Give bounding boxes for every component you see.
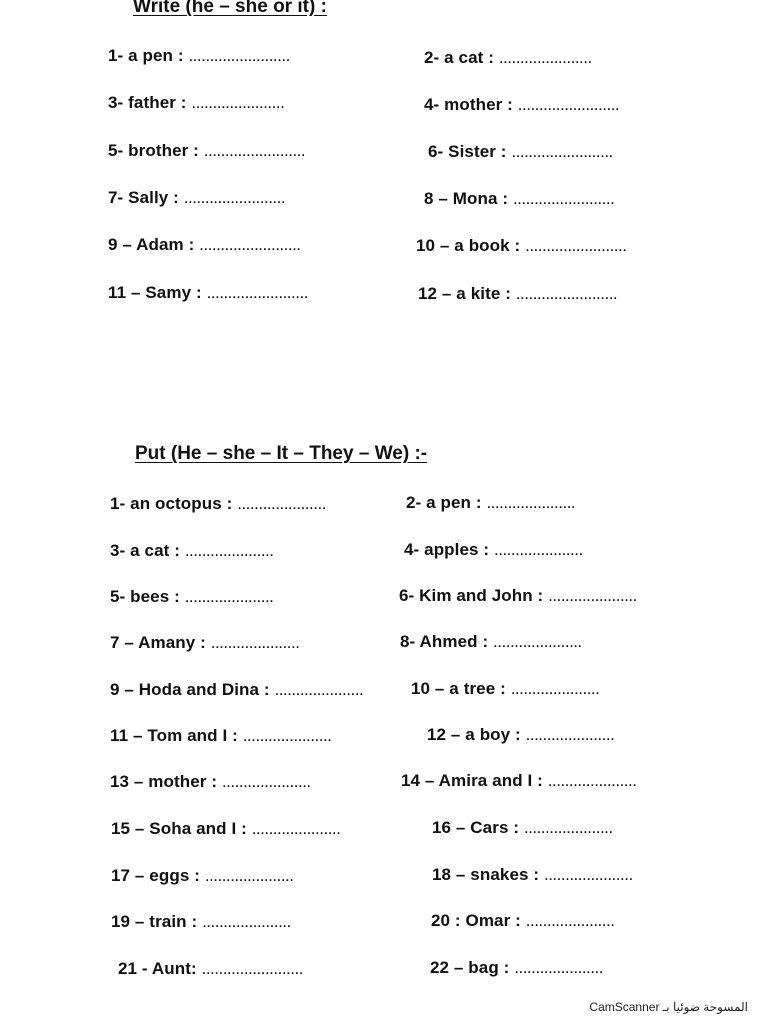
answer-blank[interactable]: ..................... [237, 494, 326, 513]
answer-blank[interactable]: ..................... [486, 493, 576, 512]
question-item: 14 – Amira and I : ..................... [401, 771, 637, 790]
question-item: 20 : Omar : ..................... [431, 911, 615, 930]
question-item: 6- Sister : ........................ [428, 142, 613, 161]
question-item: 11 – Tom and I : ..................... [110, 726, 332, 745]
question-item: 8- Ahmed : ..................... [400, 632, 582, 651]
question-item: 17 – eggs : ..................... [111, 866, 294, 885]
answer-blank[interactable]: ........................ [183, 188, 286, 207]
question-item: 6- Kim and John : ..................... [399, 586, 637, 605]
question-item: 9 – Adam : ........................ [108, 235, 301, 254]
answer-blank[interactable]: ........................ [517, 95, 620, 114]
question-item: 19 – train : ..................... [111, 912, 291, 931]
question-item: 21 - Aunt: ........................ [118, 959, 303, 978]
question-item: 7 – Amany : ..................... [110, 633, 300, 652]
section1-title: Write (he – she or it) : [133, 0, 327, 17]
answer-blank[interactable]: ..................... [548, 586, 637, 605]
question-item: 10 – a book : ........................ [416, 236, 627, 255]
answer-blank[interactable]: ........................ [203, 141, 306, 160]
answer-blank[interactable]: ..................... [523, 818, 613, 837]
answer-blank[interactable]: ...................... [191, 93, 285, 112]
question-item: 7- Sally : ........................ [108, 188, 286, 207]
question-item: 11 – Samy : ........................ [108, 283, 308, 302]
answer-blank[interactable]: ........................ [512, 189, 615, 208]
answer-blank[interactable]: ..................... [204, 866, 294, 885]
answer-blank[interactable]: ..................... [184, 587, 274, 606]
answer-blank[interactable]: ..................... [547, 771, 637, 790]
question-item: 2- a pen : ..................... [406, 493, 576, 512]
answer-blank[interactable]: ..................... [184, 541, 274, 560]
question-item: 13 – mother : ..................... [110, 772, 311, 791]
answer-blank[interactable]: ........................ [525, 236, 627, 255]
question-item: 9 – Hoda and Dina : ..................... [110, 680, 364, 699]
question-item: 12 – a kite : ........................ [418, 284, 618, 303]
question-item: 22 – bag : ..................... [430, 958, 603, 977]
answer-blank[interactable]: ..................... [525, 725, 615, 744]
question-item: 18 – snakes : ..................... [432, 865, 633, 884]
answer-blank[interactable]: ..................... [525, 911, 615, 930]
answer-blank[interactable]: ........................ [206, 283, 308, 302]
answer-blank[interactable]: ..................... [514, 958, 603, 977]
answer-blank[interactable]: ..................... [242, 726, 332, 745]
section2-title: Put (He – she – It – They – We) :- [135, 443, 428, 464]
answer-blank[interactable]: ..................... [494, 540, 583, 559]
answer-blank[interactable]: ..................... [543, 865, 633, 884]
answer-blank[interactable]: ..................... [274, 680, 364, 699]
answer-blank[interactable]: ........................ [199, 235, 301, 254]
answer-blank[interactable]: ........................ [511, 142, 613, 161]
answer-blank[interactable]: ........................ [515, 284, 618, 303]
question-item: 4- mother : ........................ [424, 95, 620, 114]
answer-blank[interactable]: ..................... [210, 633, 300, 652]
question-item: 5- bees : ..................... [110, 587, 274, 606]
question-item: 1- a pen : ........................ [108, 46, 290, 65]
question-item: 1- an octopus : ..................... [110, 494, 326, 513]
answer-blank[interactable]: ..................... [202, 912, 291, 931]
question-item: 15 – Soha and I : ..................... [111, 819, 341, 838]
answer-blank[interactable]: ...................... [498, 48, 592, 67]
answer-blank[interactable]: ..................... [493, 632, 582, 651]
question-item: 10 – a tree : ..................... [411, 679, 600, 698]
question-item: 4- apples : ..................... [404, 540, 583, 559]
question-item: 5- brother : ........................ [108, 141, 306, 160]
question-item: 2- a cat : ...................... [424, 48, 592, 67]
question-item: 3- a cat : ..................... [110, 541, 274, 560]
answer-blank[interactable]: ..................... [510, 679, 600, 698]
question-item: 8 – Mona : ........................ [424, 189, 615, 208]
answer-blank[interactable]: ........................ [188, 46, 290, 65]
question-item: 16 – Cars : ..................... [432, 818, 613, 837]
answer-blank[interactable]: ........................ [201, 959, 303, 978]
question-item: 12 – a boy : ..................... [427, 725, 615, 744]
scanner-watermark: CamScanner المسوحة ضوئيا بـ [589, 1000, 748, 1014]
question-item: 3- father : ...................... [108, 93, 285, 112]
answer-blank[interactable]: ..................... [221, 772, 311, 791]
answer-blank[interactable]: ..................... [251, 819, 341, 838]
